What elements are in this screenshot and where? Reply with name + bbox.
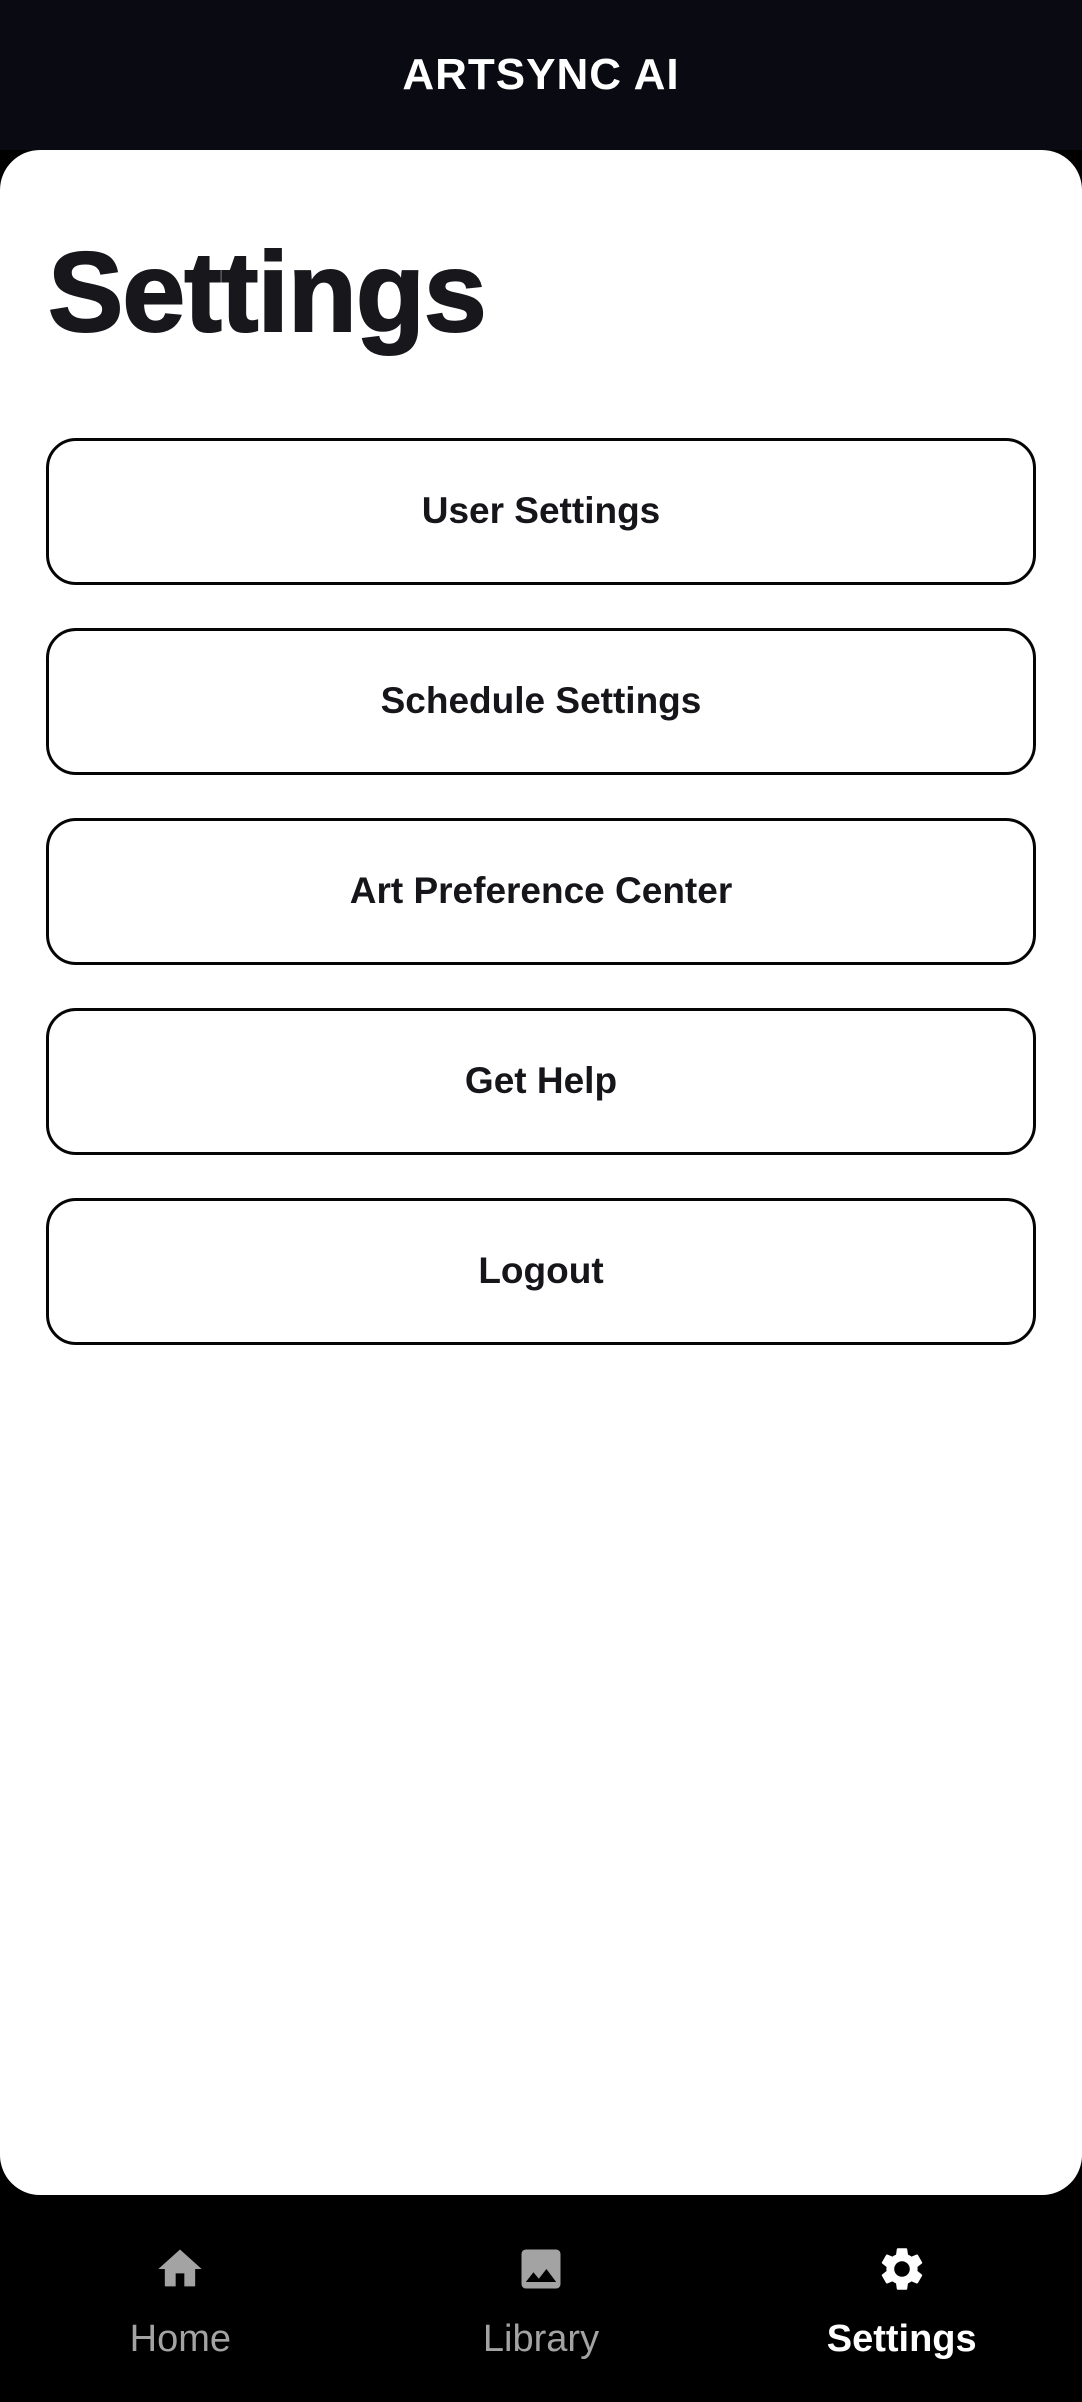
get-help-button[interactable]: Get Help	[46, 1008, 1036, 1155]
app-header	[0, 0, 1082, 150]
logout-button[interactable]: Logout	[46, 1198, 1036, 1345]
app-title: ARTSYNC AI	[402, 50, 680, 99]
nav-item-home[interactable]	[0, 2243, 361, 2361]
page-title: Settings	[48, 229, 486, 355]
schedule-settings-button[interactable]: Schedule Settings	[46, 628, 1036, 775]
nav-item-settings[interactable]	[721, 2243, 1082, 2361]
art-preference-center-button[interactable]: Art Preference Center	[46, 818, 1036, 965]
nav-item-library[interactable]	[361, 2243, 722, 2361]
gear-icon	[876, 2243, 928, 2295]
home-icon	[154, 2243, 206, 2295]
settings-card	[0, 150, 1082, 2195]
settings-menu	[46, 438, 1036, 1345]
image-icon	[515, 2243, 567, 2295]
user-settings-button[interactable]: User Settings	[46, 438, 1036, 585]
bottom-nav	[0, 2195, 1082, 2402]
nav-label-home: Home	[129, 2318, 232, 2360]
nav-label-library: Library	[482, 2318, 600, 2360]
nav-label-settings: Settings	[826, 2318, 977, 2360]
